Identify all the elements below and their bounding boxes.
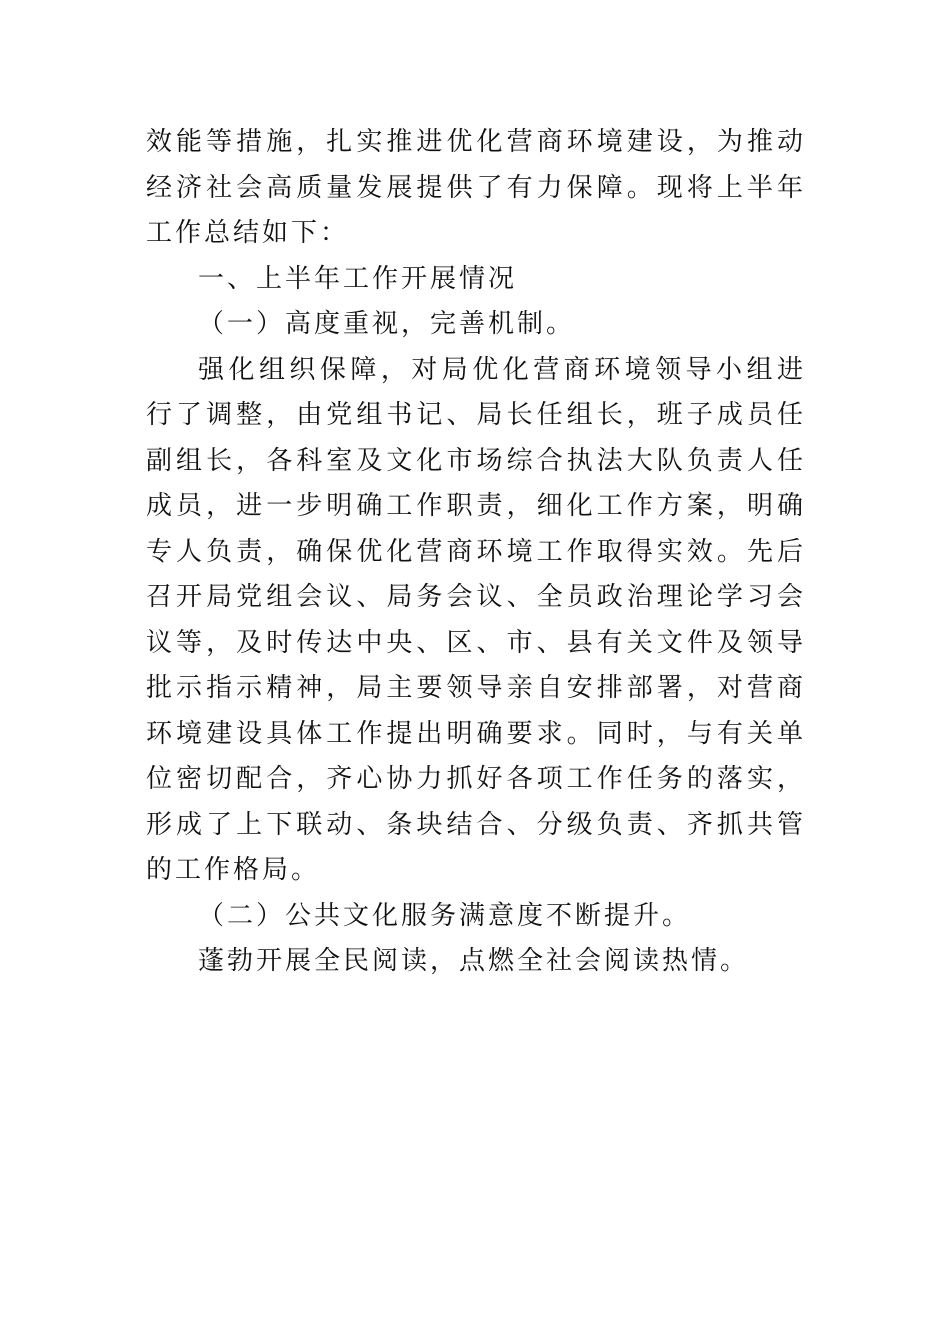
document-body: [146, 120, 806, 985]
section-1-heading: 一、上半年工作开展情况: [198, 263, 518, 294]
subsection-1-heading: （一）高度重视，完善机制。: [198, 309, 576, 339]
subsection-2-body-paragraph: 蓬勃开展全民阅读，点燃全社会阅读热情。: [198, 946, 750, 976]
subsection-1-body-paragraph: 强化组织保障，对局优化营商环境领导小组进行了调整，由党组书记、局长任组长，班子成员任副组长，各科室及文化市场综合执法大队负责人任成员，进一步明确工作职责，细化工作方案，明确专人负责，确保优化营商环境工作取得实效。先后召开局党组会议、局务会议、全员政治理论学习会议等，及时传达中央、区、市、县有关文件及领导批示指示精神，局主要领导亲自安排部署，对营商环境建设具体工作提出明确要求。同时，与有关单位密切配合，齐心协力抓好各项工作任务的落实，形成了上下联动、条块结合、分级负责、齐抓共管的工作格局。: [146, 354, 806, 885]
subsection-2-heading: （二）公共文化服务满意度不断提升。: [198, 900, 692, 931]
intro-continued-paragraph: 效能等措施，扎实推进优化营商环境建设，为推动经济社会高质量发展提供了有力保障。现将上半年工作总结如下：: [146, 127, 806, 248]
